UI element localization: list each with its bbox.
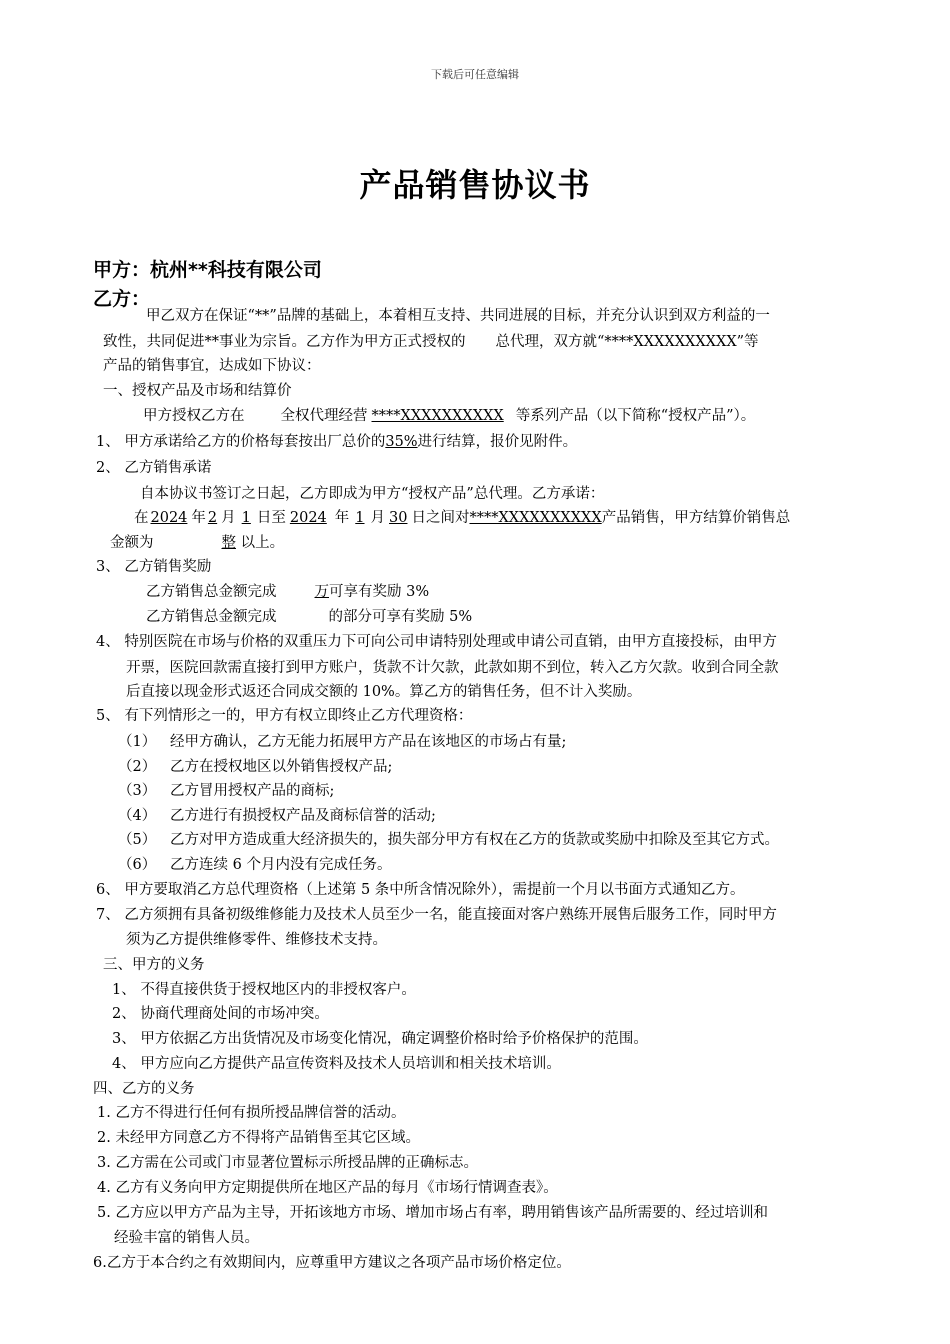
s1-item-5-sub bbox=[118, 830, 779, 850]
product-name: ****XXXXXXXXXX bbox=[469, 510, 602, 526]
s1-item-6: 6、 甲方要取消乙方总代理资格（上述第 5 条中所含情况除外），需提前一个月以书面方式通知乙方。 bbox=[96, 882, 745, 898]
text: 乙方销售总金额完成 bbox=[146, 609, 277, 625]
party-b: 乙方： bbox=[93, 288, 151, 310]
s1-item-7-line-1: 7、 乙方须拥有具备初级维修能力及技术人员至少一名，能直接面对客户熟练开展售后服务工作，同时甲方 bbox=[96, 907, 777, 923]
s3-item: 1、 不得直接供货于授权地区内的非授权客户。 bbox=[112, 982, 416, 998]
s1-para-1 bbox=[143, 406, 755, 426]
s3-item: 3、 甲方依据乙方出货情况及市场变化情况，确定调整价格时给予价格保护的范围。 bbox=[112, 1031, 648, 1047]
s1-item-5-sub bbox=[118, 781, 334, 801]
s1-item-3-reward-a bbox=[146, 582, 429, 602]
text: 可享有奖励 3% bbox=[329, 584, 430, 600]
s3-item: 4、 甲方应向乙方提供产品宣传资料及技术人员培训和相关技术培训。 bbox=[112, 1056, 561, 1072]
s1-item-4-line-3: 后直接以现金形式返还合同成交额的 10%。算乙方的销售任务，但不计入奖励。 bbox=[126, 684, 642, 700]
product-name: ****XXXXXXXXXX bbox=[371, 408, 504, 424]
s1-item-5-sub bbox=[118, 732, 566, 752]
text: 金额为 bbox=[110, 535, 154, 551]
s1-item-5-sub bbox=[118, 806, 436, 826]
s4-item-5-line-2: 经验丰富的销售人员。 bbox=[114, 1230, 259, 1246]
s1-item-2: 2、 乙方销售承诺 bbox=[96, 460, 212, 476]
text: 年 bbox=[191, 510, 206, 526]
text: 的部分可享有奖励 5% bbox=[328, 609, 473, 625]
intro-text: 致性，共同促进**事业为宗旨。乙方作为甲方正式授权的 bbox=[103, 334, 466, 350]
text: 月 bbox=[221, 510, 236, 526]
text: 月 bbox=[370, 510, 386, 526]
s1-item-4-line-1: 4、 特别医院在市场与价格的双重压力下可向公司申请特别处理或申请公司直销，由甲方直接投标，由甲方 bbox=[96, 634, 777, 650]
s1-item-7-line-2: 须为乙方提供维修零件、维修技术支持。 bbox=[126, 932, 387, 948]
start-year: 2024 bbox=[150, 510, 188, 526]
s1-item-5: 5、 有下列情形之一的，甲方有权立即终止乙方代理资格： bbox=[96, 708, 473, 724]
s4-item-5-line-1: 5. 乙方应以甲方产品为主导，开拓该地方市场、增加市场占有率，聘用销售该产品所需要的、经过培训和 bbox=[97, 1205, 768, 1221]
text: 日至 bbox=[256, 510, 286, 526]
text: 产品销售，甲方结算价销售总 bbox=[601, 510, 791, 526]
header-note: 下载后可任意编辑 bbox=[431, 68, 519, 81]
end-day: 30 bbox=[389, 510, 408, 526]
text: 年 bbox=[334, 510, 350, 526]
sub-number: （4） bbox=[118, 808, 157, 824]
s1-item-5-sub bbox=[118, 757, 392, 777]
sub-text: 乙方连续 6 个月内没有完成任务。 bbox=[170, 857, 392, 873]
text: 全权代理经营 bbox=[280, 408, 368, 424]
text: 1、 甲方承诺给乙方的价格每套按出厂总价的 bbox=[96, 434, 386, 450]
sub-text: 经甲方确认，乙方无能力拓展甲方产品在该地区的市场占有量; bbox=[170, 734, 567, 750]
s4-item: 3. 乙方需在公司或门市显著位置标示所授品牌的正确标志。 bbox=[97, 1155, 478, 1171]
amount-unit: 整 bbox=[221, 535, 236, 551]
sub-text: 乙方冒用授权产品的商标; bbox=[170, 783, 335, 799]
text: 在 bbox=[134, 510, 149, 526]
s1-item-2-para-3 bbox=[110, 533, 284, 553]
s1-item-2-para-1: 自本协议书签订之日起，乙方即成为甲方“授权产品”总代理。乙方承诺： bbox=[140, 486, 605, 502]
section-4-heading: 四、乙方的义务 bbox=[93, 1081, 195, 1097]
sub-number: （6） bbox=[118, 857, 157, 873]
sub-number: （1） bbox=[118, 734, 157, 750]
intro-line-3: 产品的销售事宜，达成如下协议： bbox=[103, 358, 321, 374]
section-1-heading: 一、授权产品及市场和结算价 bbox=[103, 383, 292, 399]
document-title: 产品销售协议书 bbox=[359, 166, 591, 204]
reward-a-unit: 万 bbox=[314, 584, 329, 600]
party-a: 甲方：杭州**科技有限公司 bbox=[93, 259, 322, 281]
text: 乙方销售总金额完成 bbox=[146, 584, 277, 600]
intro-line-2 bbox=[103, 332, 759, 352]
s1-item-2-para-2 bbox=[134, 508, 790, 528]
s4-item: 4. 乙方有义务向甲方定期提供所在地区产品的每月《市场行情调查表》。 bbox=[97, 1180, 558, 1196]
text: 甲方授权乙方在 bbox=[143, 408, 245, 424]
s1-item-5-sub bbox=[118, 855, 391, 875]
sub-number: （5） bbox=[118, 832, 157, 848]
intro-line-1: 甲乙双方在保证“**”品牌的基础上，本着相互支持、共同进展的目标，并充分认识到双方利益的一 bbox=[146, 308, 770, 324]
end-month: 1 bbox=[355, 510, 365, 526]
section-3-heading: 三、甲方的义务 bbox=[103, 957, 205, 973]
s1-item-1 bbox=[96, 432, 577, 452]
sub-text: 乙方在授权地区以外销售授权产品; bbox=[170, 759, 393, 775]
text: 进行结算，报价见附件。 bbox=[417, 434, 578, 450]
s1-item-4-line-2: 开票，医院回款需直接打到甲方账户，货款不计欠款，此款如期不到位，转入乙方欠款。收到合同全款 bbox=[126, 660, 779, 676]
price-percent: 35% bbox=[385, 434, 418, 450]
s4-item-6: 6.乙方于本合约之有效期间内，应尊重甲方建议之各项产品市场价格定位。 bbox=[93, 1255, 571, 1271]
sub-text: 乙方对甲方造成重大经济损失的，损失部分甲方有权在乙方的货款或奖励中扣除及至其它方式。 bbox=[170, 832, 779, 848]
start-month: 2 bbox=[207, 510, 218, 526]
sub-number: （2） bbox=[118, 759, 157, 775]
s4-item: 1. 乙方不得进行任何有损所授品牌信誉的活动。 bbox=[97, 1105, 406, 1121]
text: 等系列产品（以下简称“授权产品”）。 bbox=[515, 408, 756, 424]
s4-item: 2. 未经甲方同意乙方不得将产品销售至其它区域。 bbox=[97, 1130, 420, 1146]
sub-number: （3） bbox=[118, 783, 157, 799]
s1-item-3-reward-b bbox=[146, 607, 472, 627]
start-day: 1 bbox=[241, 510, 251, 526]
end-year: 2024 bbox=[289, 510, 327, 526]
intro-text: 总代理，双方就“****XXXXXXXXXX”等 bbox=[495, 334, 759, 350]
sub-text: 乙方进行有损授权产品及商标信誉的活动; bbox=[170, 808, 436, 824]
s3-item: 2、 协商代理商处间的市场冲突。 bbox=[112, 1006, 329, 1022]
text: 以上。 bbox=[236, 535, 285, 551]
text: 日之间对 bbox=[411, 510, 470, 526]
s1-item-3: 3、 乙方销售奖励 bbox=[96, 559, 212, 575]
